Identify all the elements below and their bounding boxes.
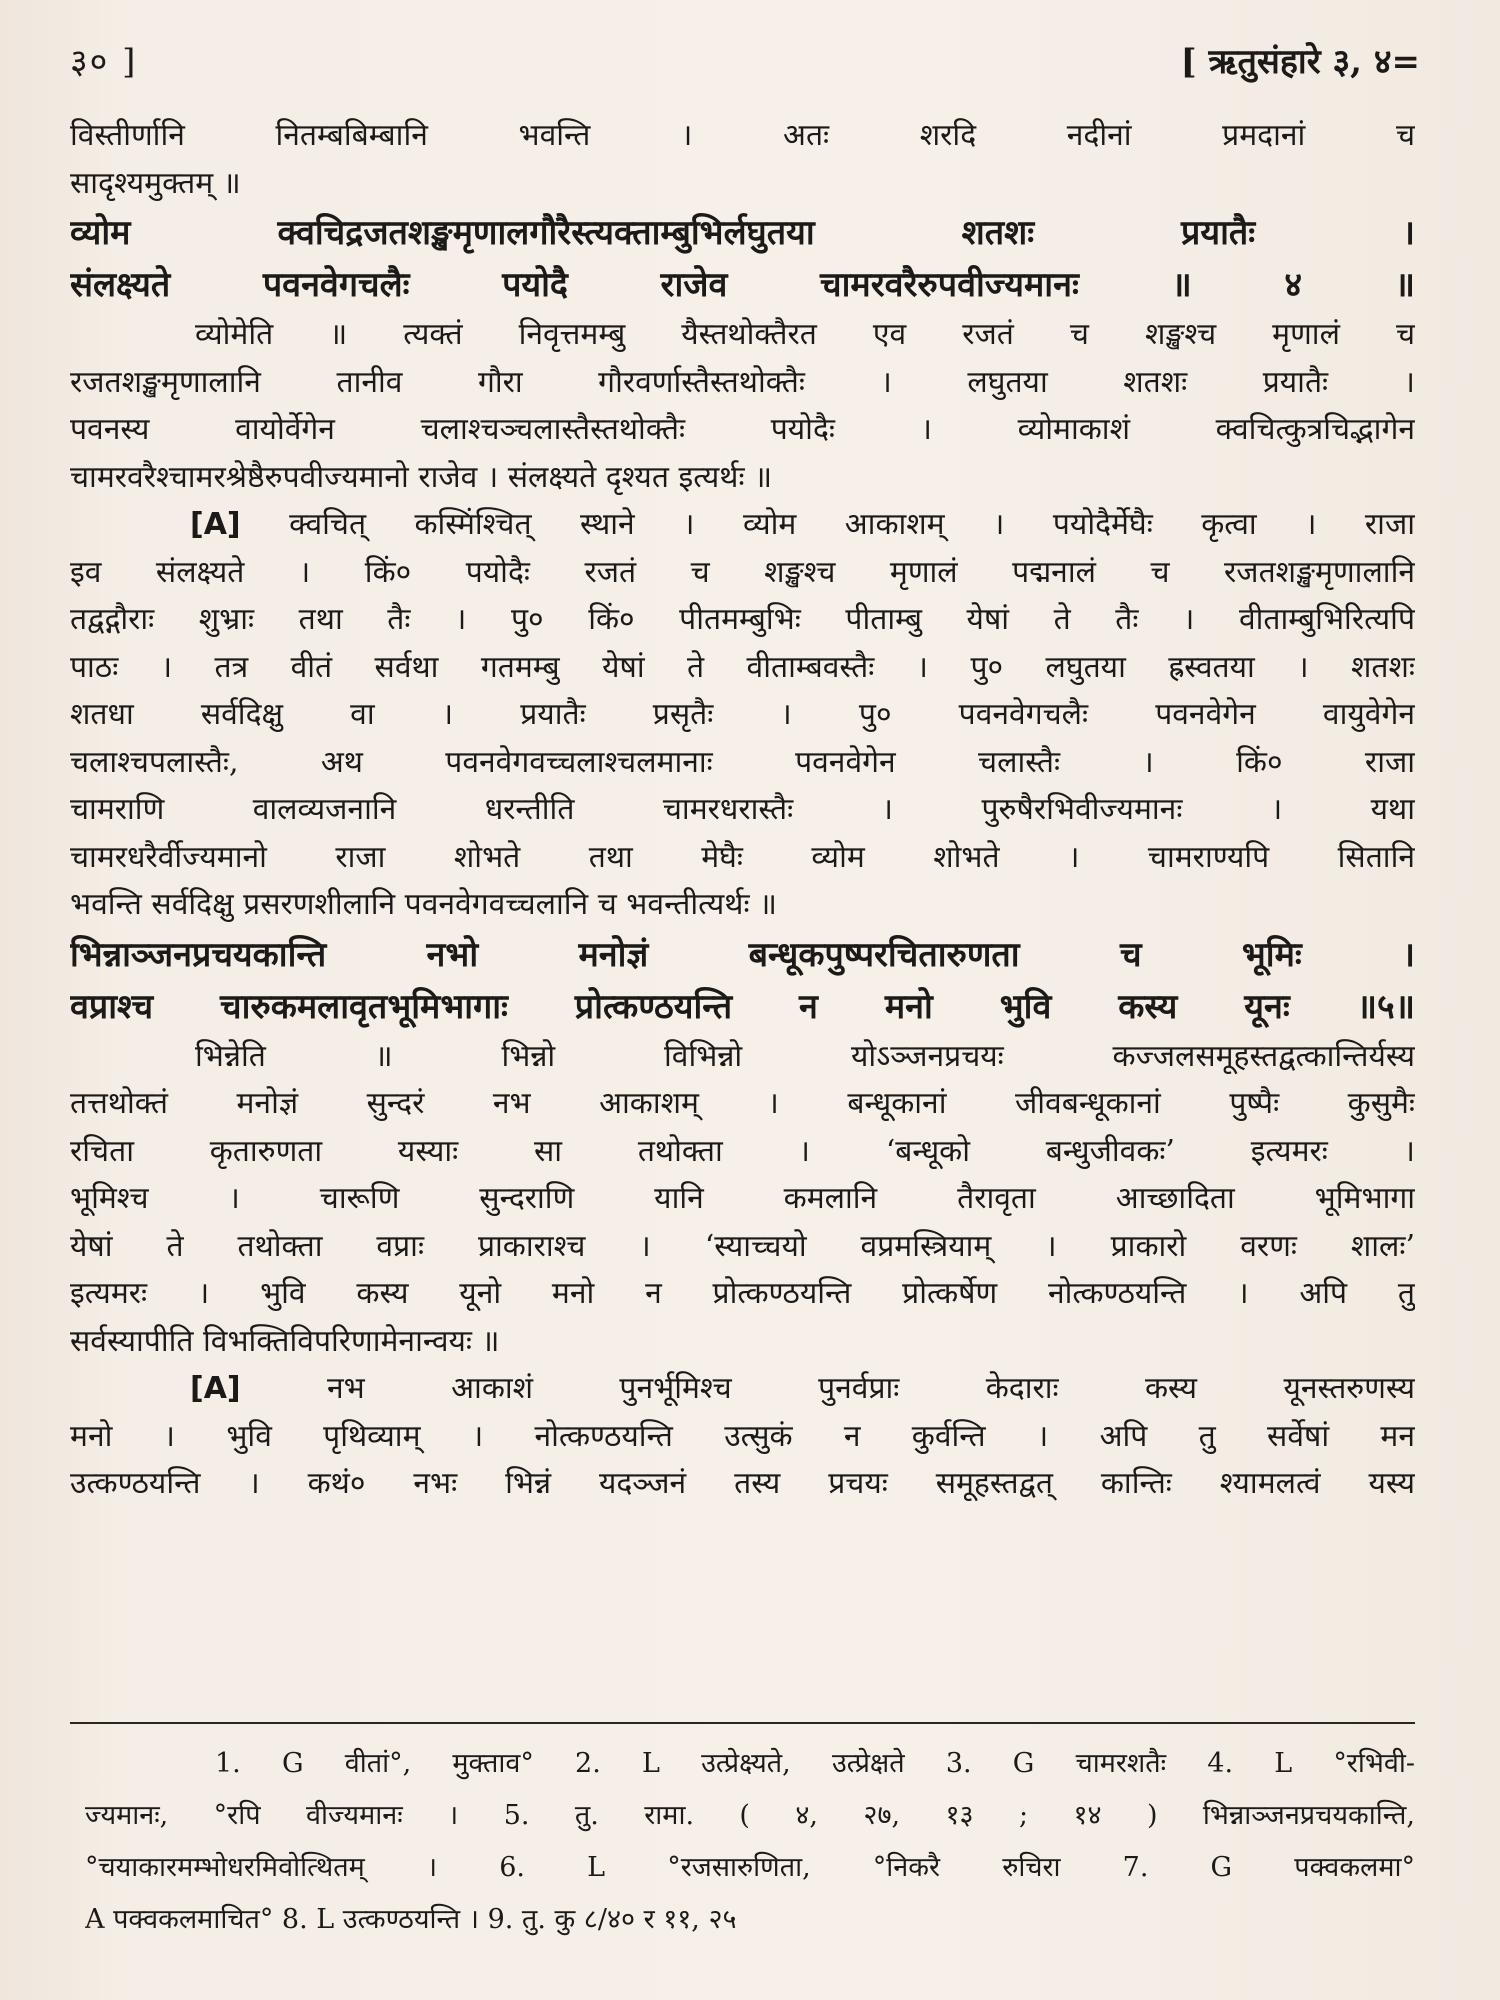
commentary-line: चामरवरैश्चामरश्रेष्ठैरुपवीज्यमानो राजेव । संलक्ष्यते दृश्यत इत्यर्थः ॥ — [70, 459, 773, 495]
commentary-text: नभ आकाशं पुनर्भूमिश्च पुनर्वप्राः केदाराः कस्य यूनस्तरुणस्य — [327, 1371, 1415, 1406]
commentary-line: चलाश्चपलास्तैः, अथ पवनवेगवच्चलाश्चलमानाः पवनवेगेन चलास्तैः । किं० राजा — [70, 744, 1415, 780]
commentary-line: येषां ते तथोक्ता वप्राः प्राकाराश्च । ‘स्याच्चयो वप्रमस्त्रियाम् । प्राकारो वरणः शालः’ — [70, 1228, 1415, 1264]
verse-4-line-2: संलक्ष्यते पवनवेगचलैः पयोदै राजेव चामरवरैरुपवीज्यमानः ॥ ४ ॥ — [70, 265, 1415, 305]
commentary-line: विस्तीर्णानि नितम्बबिम्बानि भवन्ति । अतः शरदि नदीनां प्रमदानां च — [70, 118, 1415, 153]
commentary-line: रजतशङ्खमृणालानि तानीव गौरा गौरवर्णास्तैस्तथोक्तैः । लघुतया शतशः प्रयातैः । — [70, 364, 1415, 400]
commentary-line: भवन्ति सर्वदिक्षु प्रसरणशीलानि पवनवेगवच्चलानि च भवन्तीत्यर्थः ॥ — [70, 887, 778, 922]
commentary-line: चामरधरैर्वीज्यमानो राजा शोभते तथा मेघैः व्योम शोभते । चामराण्यपि सितानि — [70, 839, 1415, 875]
commentary-line: सादृश्यमुक्तम् ॥ — [70, 165, 241, 201]
commentary-line: तत्तथोक्तं मनोज्ञं सुन्दरं नभ आकाशम् । बन्धूकानां जीवबन्धूकानां पुष्पैः कुसुमैः — [70, 1086, 1415, 1121]
running-title: [ ऋतुसंहारे ३, ४= — [1180, 42, 1420, 82]
verse-4-line-1: व्योम क्वचिद्रजतशङ्खमृणालगौरैस्त्यक्ताम्बुभिर्लघुतया शतशः प्रयातैः । — [70, 213, 1415, 253]
commentary-line: शतधा सर्वदिक्षु वा । प्रयातैः प्रसृतैः । पु० पवनवेगचलैः पवनवेगेन वायुवेगेन — [70, 697, 1415, 732]
commentary-a-line — [70, 1365, 1415, 1413]
verse-5-line-1: भिन्नाञ्जनप्रचयकान्ति नभो मनोज्ञं बन्धूकपुष्परचितारुणता च भूमिः । — [70, 934, 1415, 975]
commentary-a-marker: [A] — [190, 1371, 241, 1406]
footnotes — [85, 1738, 1415, 1946]
commentary-line: तद्वद्गौराः शुभ्राः तथा तैः । पु० किं० पीतमम्बुभिः पीताम्बु येषां ते तैः । वीताम्बुभिरित्यपि — [70, 602, 1415, 637]
footnote-line: 1. G वीतां°, मुक्ताव° 2. L उत्प्रेक्ष्यते, उत्प्रेक्षते 3. G चामरशतैः 4. L °रभिवी- — [215, 1748, 1415, 1779]
commentary-line: पाठः । तत्र वीतं सर्वथा गतमम्बु येषां ते वीताम्बवस्तैः । पु० लघुतया ह्रस्वतया । शतशः — [70, 649, 1415, 685]
commentary-line: रचिता कृतारुणता यस्याः सा तथोक्ता । ‘बन्धूको बन्धुजीवकः’ इत्यमरः । — [70, 1133, 1415, 1169]
commentary-line: पवनस्य वायोर्वेगेन चलाश्चञ्चलास्तैस्तथोक्तैः पयोदैः । व्योमाकाशं क्वचित्कुत्रचिद्भागेन — [70, 412, 1415, 447]
commentary-text: क्वचित् कस्मिंश्चित् स्थाने । व्योम आकाशम् । पयोदैर्मेघैः कृत्वा । राजा — [289, 507, 1415, 542]
commentary-line: भूमिश्च । चारूणि सुन्दराणि यानि कमलानि तैरावृता आच्छादिता भूमिभागा — [70, 1181, 1415, 1216]
main-text — [70, 112, 1415, 1508]
commentary-a-line — [70, 501, 1415, 549]
commentary-line: इव संलक्ष्यते । किं० पयोदैः रजतं च शङ्खश्च मृणालं पद्मनालं च रजतशङ्खमृणालानि — [70, 554, 1415, 590]
commentary-line: व्योमेति ॥ त्यक्तं निवृत्तमम्बु यैस्तथोक्तैरत एव रजतं च शङ्खश्च मृणालं च — [195, 317, 1415, 352]
commentary-line: उत्कण्ठयन्ति । कथं० नभः भिन्नं यदञ्जनं तस्य प्रचयः समूहस्तद्वत् कान्तिः श्यामलत्वं यस्य — [70, 1466, 1415, 1501]
commentary-a-marker: [A] — [190, 507, 241, 542]
page-header — [70, 30, 1420, 90]
commentary-line: भिन्नेति ॥ भिन्नो विभिन्नो योऽञ्जनप्रचयः कज्जलसमूहस्तद्वत्कान्तिर्यस्य — [195, 1038, 1415, 1074]
footnote-divider — [70, 1722, 1415, 1724]
footnote-line: ज्यमानः, °रपि वीज्यमानः । 5. तु. रामा. ( ४, २७, १३ ; १४ ) भिन्नाञ्जनप्रचयकान्ति, — [85, 1800, 1415, 1831]
page-number: ३० ] — [70, 42, 138, 82]
commentary-line: सर्वस्यापीति विभक्तिविपरिणामेनान्वयः ॥ — [70, 1323, 500, 1359]
commentary-line: चामराणि वालव्यजनानि धरन्तीति चामरधरास्तैः । पुरुषैरभिवीज्यमानः । यथा — [70, 792, 1415, 827]
commentary-line: इत्यमरः । भुवि कस्य यूनो मनो न प्रोत्कण्ठयन्ति प्रोत्कर्षेण नोत्कण्ठयन्ति । अपि तु — [70, 1276, 1415, 1311]
footnote-line: °चयाकारमम्भोधरमिवोत्थितम् । 6. L °रजसारुणिता, °निकरै रुचिरा 7. G पक्वकलमा° — [85, 1852, 1415, 1883]
commentary-line: मनो । भुवि पृथिव्याम् । नोत्कण्ठयन्ति उत्सुकं न कुर्वन्ति । अपि तु सर्वेषां मन — [70, 1418, 1415, 1454]
footnote-line: A पक्वकलमाचित° 8. L उत्कण्ठयन्ति । 9. तु. कु ८/४० र ११, २५ — [85, 1904, 737, 1935]
verse-5-line-2: वप्राश्च चारुकमलावृतभूमिभागाः प्रोत्कण्ठयन्ति न मनो भुवि कस्य यूनः ॥५॥ — [70, 986, 1415, 1027]
